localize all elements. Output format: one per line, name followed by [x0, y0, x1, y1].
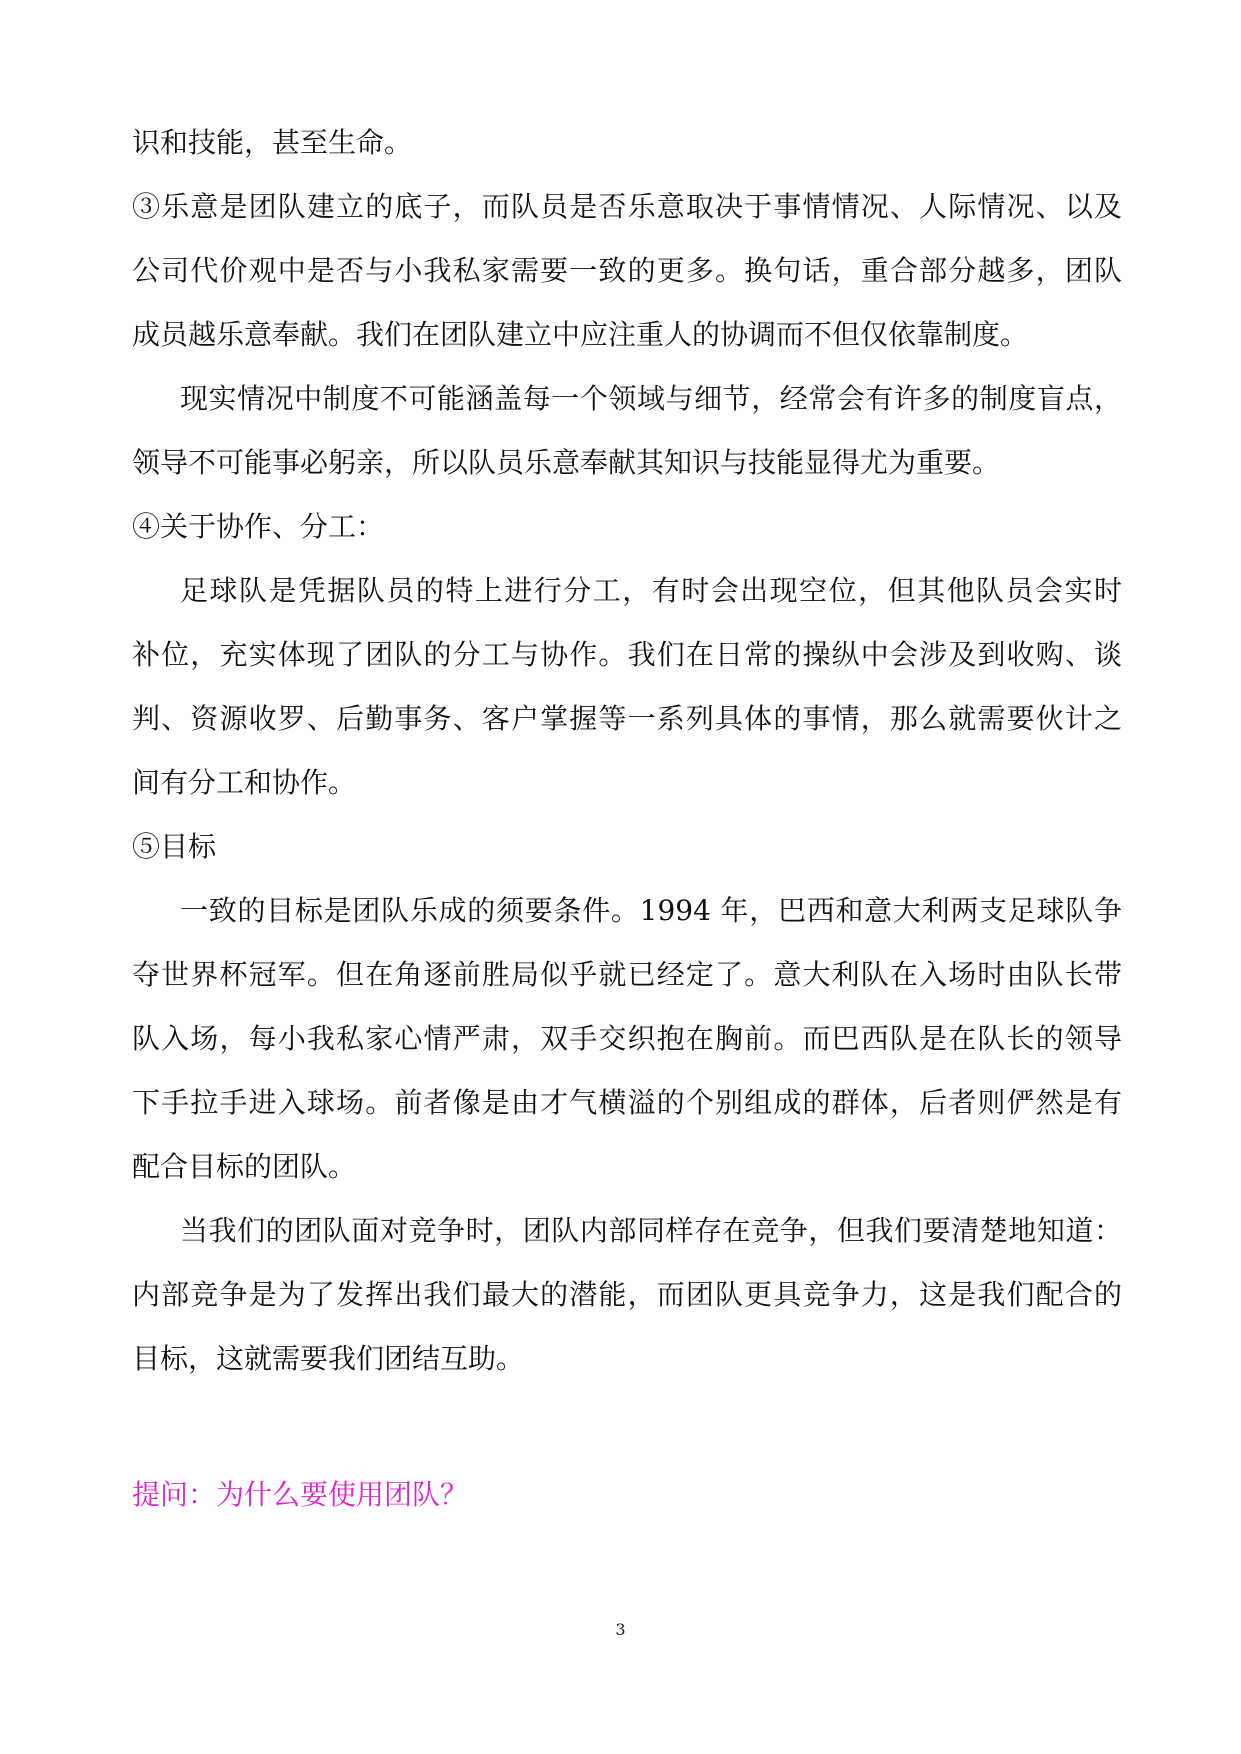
text-line: 公司代价观中是否与小我私家需要一致的更多。换句话，重合部分越多，团队	[132, 254, 1122, 287]
text-line: 目标，这就需要我们团结互助。	[132, 1342, 525, 1375]
section-heading: ④关于协作、分工：	[132, 510, 385, 543]
text-line: ③乐意是团队建立的底子，而队员是否乐意取决于事情情况、人际情况、以及	[132, 190, 1122, 223]
text-line: 内部竞争是为了发挥出我们最大的潜能，而团队更具竞争力，这是我们配合的	[132, 1278, 1122, 1311]
text-line: 夺世界杯冠军。但在角逐前胜局似乎就已经定了。意大利队在入场时由队长带	[132, 958, 1122, 991]
text-line: 队入场，每小我私家心情严肃，双手交织抱在胸前。而巴西队是在队长的领导	[132, 1022, 1122, 1055]
text-line: 判、资源收罗、后勤事务、客户掌握等一系列具体的事情，那么就需要伙计之	[132, 702, 1122, 735]
question-line: 提问：为什么要使用团队？	[132, 1478, 469, 1511]
text-line: 足球队是凭据队员的特上进行分工，有时会出现空位，但其他队员会实时	[180, 574, 1122, 607]
section-heading: ⑤目标	[132, 830, 217, 863]
text-line: 领导不可能事必躬亲，所以队员乐意奉献其知识与技能显得尤为重要。	[132, 446, 1001, 479]
text-line: 配合目标的团队。	[132, 1150, 357, 1183]
page-number: 3	[615, 1620, 626, 1639]
text-line: 一致的目标是团队乐成的须要条件。1994 年，巴西和意大利两支足球队争	[180, 894, 1122, 927]
text-line: 识和技能，甚至生命。	[132, 126, 413, 159]
text-line: 下手拉手进入球场。前者像是由才气横溢的个别组成的群体，后者则俨然是有	[132, 1086, 1122, 1119]
text-line: 补位，充实体现了团队的分工与协作。我们在日常的操纵中会涉及到收购、谈	[132, 638, 1122, 671]
text-line: 间有分工和协作。	[132, 766, 357, 799]
text-line: 成员越乐意奉献。我们在团队建立中应注重人的协调而不但仅依靠制度。	[132, 318, 1029, 351]
text-line: 当我们的团队面对竞争时，团队内部同样存在竞争，但我们要清楚地知道：	[180, 1214, 1122, 1247]
text-line: 现实情况中制度不可能涵盖每一个领域与细节，经常会有许多的制度盲点，	[180, 382, 1122, 415]
